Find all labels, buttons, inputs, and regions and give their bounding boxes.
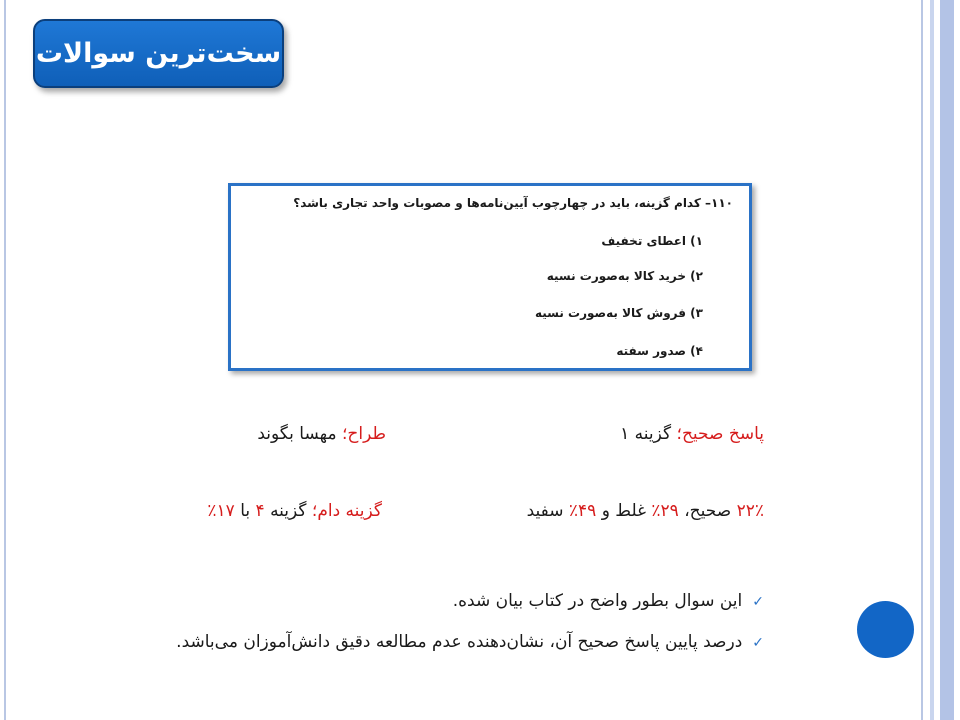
note-text: این سوال بطور واضح در کتاب بیان شده.	[452, 591, 743, 611]
question-box	[228, 183, 752, 371]
designer-label: طراح؛	[341, 424, 386, 444]
question-option-1: ۱) اعطای تخفیف	[601, 234, 703, 248]
checkmark-icon: ✓	[752, 635, 764, 651]
correct-percent-label: صحیح،	[684, 501, 732, 521]
wrong-percent-label: غلط و	[601, 501, 646, 521]
question-option-4: ۴) صدور سفته	[616, 344, 703, 358]
slide-frame-right-inner	[921, 0, 923, 720]
trap-option-line	[207, 501, 382, 521]
slide-frame-left	[4, 0, 6, 720]
trap-option-number: ۴	[255, 501, 265, 521]
designer-name: مهسا بگوند	[257, 424, 337, 444]
correct-answer-line	[620, 424, 764, 444]
response-stats-line	[527, 501, 764, 521]
correct-percent: ۲۲٪	[736, 501, 764, 521]
slide-frame-right-middle	[930, 0, 934, 720]
slide-title-banner	[33, 19, 284, 88]
trap-option-word: گزینه	[270, 501, 307, 521]
checkmark-icon: ✓	[752, 594, 764, 610]
question-option-3: ۳) فروش کالا به‌صورت نسیه	[534, 306, 703, 320]
decorative-circle	[857, 601, 914, 658]
blank-percent-label: سفید	[526, 501, 564, 521]
note-item	[176, 622, 764, 663]
note-item	[176, 581, 764, 622]
trap-option-percent: ۱۷٪	[207, 501, 235, 521]
wrong-percent: ۲۹٪	[651, 501, 679, 521]
designer-line	[257, 424, 386, 444]
note-text: درصد پایین پاسخ صحیح آن، نشان‌دهنده عدم مطالعه دقیق دانش‌آموزان می‌باشد.	[176, 632, 743, 652]
slide-title: سخت‌ترین سوالات	[35, 38, 282, 69]
blank-percent: ۴۹٪	[568, 501, 597, 521]
trap-option-label: گزینه دام؛	[311, 501, 382, 521]
slide-frame-right-outer	[940, 0, 954, 720]
correct-answer-value: گزینه ۱	[620, 424, 672, 444]
notes-list	[176, 581, 764, 663]
trap-with-word: با	[240, 501, 251, 521]
question-option-2: ۲) خرید کالا به‌صورت نسیه	[546, 269, 703, 283]
question-stem: ۱۱۰– کدام گزینه، باید در چهارچوب آیین‌نامه‌ها و مصوبات واحد تجاری باشد؟	[293, 196, 733, 210]
correct-answer-label: پاسخ صحیح؛	[676, 424, 764, 444]
